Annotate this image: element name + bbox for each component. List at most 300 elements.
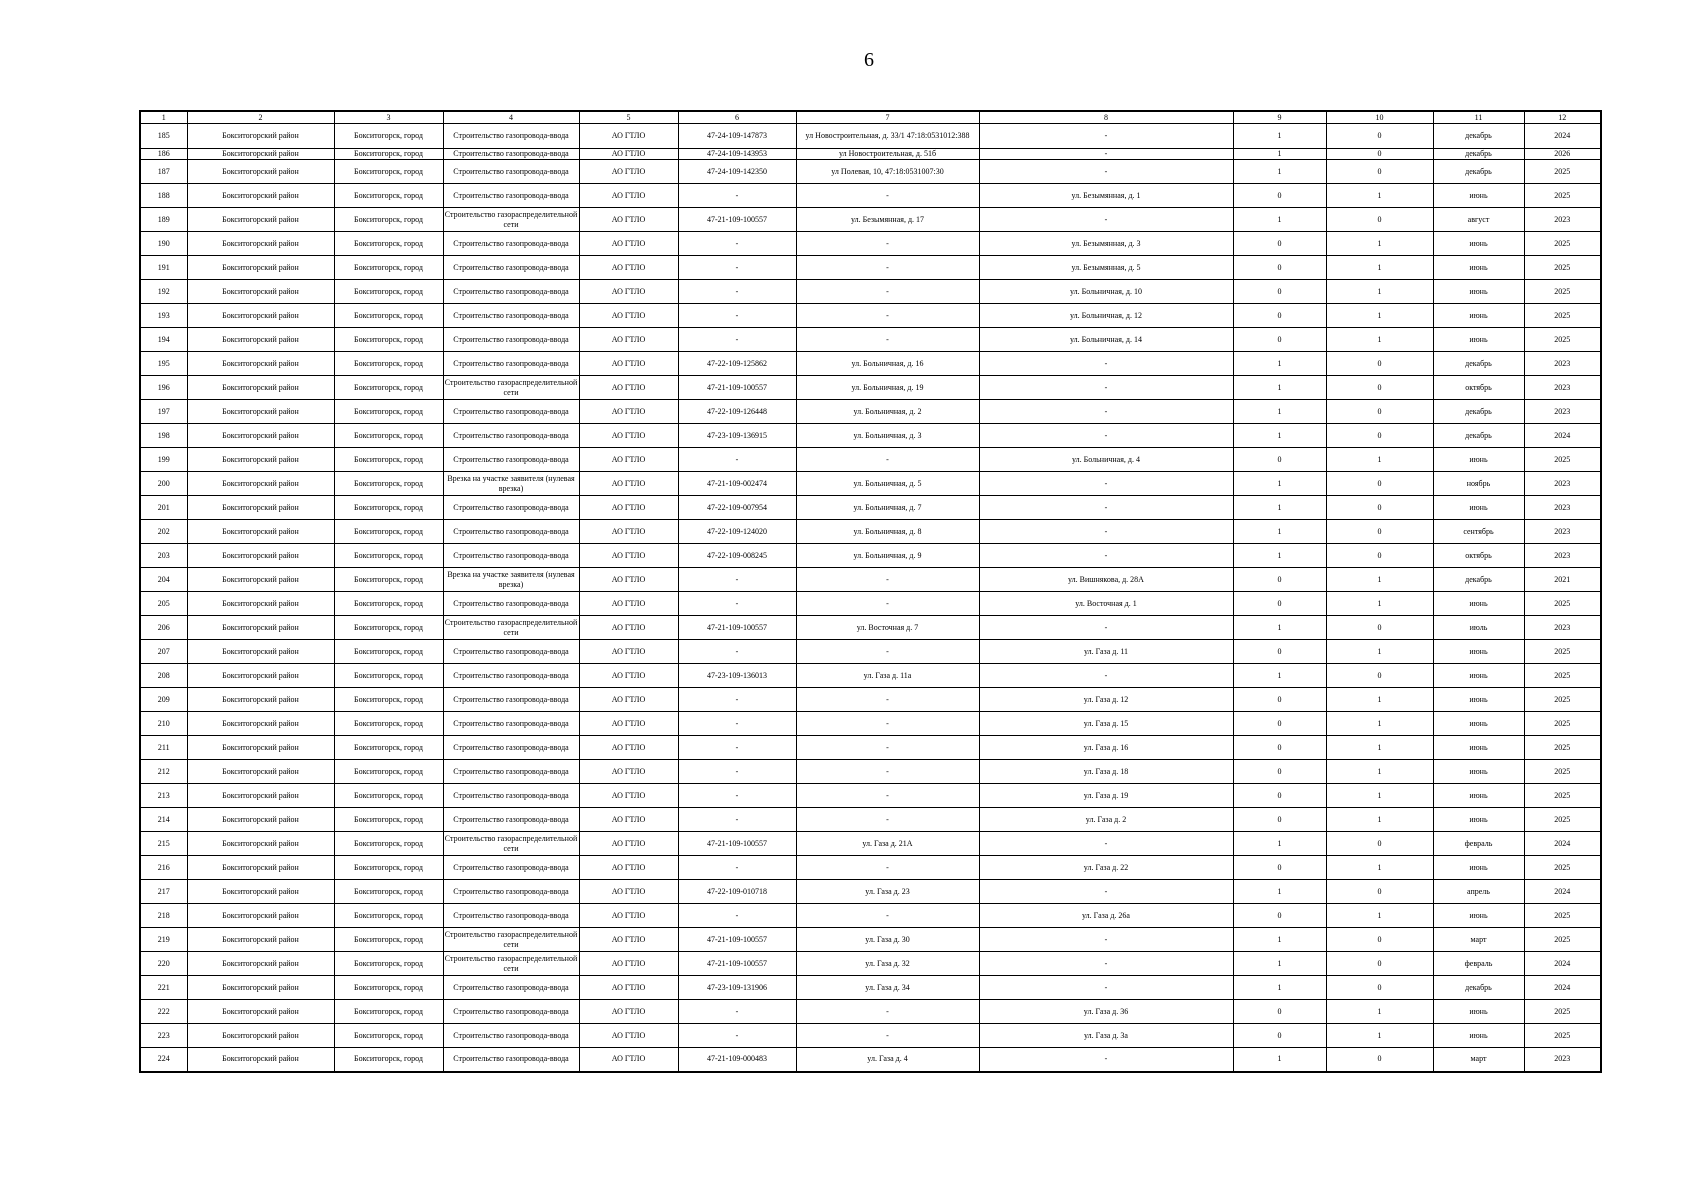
- cell-count-b: 1: [1326, 640, 1433, 664]
- cell-address-cadastral: ул. Газа д. 32: [796, 952, 979, 976]
- column-header: 1: [140, 111, 187, 124]
- table-body: [140, 124, 1601, 1072]
- cell-address-cadastral: ул. Больничная, д. 19: [796, 376, 979, 400]
- cell-month: декабрь: [1433, 352, 1524, 376]
- cell-address-cadastral: -: [796, 904, 979, 928]
- cell-district: Бокситогорский район: [187, 592, 334, 616]
- cell-application-number: 47-23-109-131906: [678, 976, 796, 1000]
- cell-application-number: 47-21-109-002474: [678, 472, 796, 496]
- column-header: 11: [1433, 111, 1524, 124]
- table-row: [140, 736, 1601, 760]
- cell-count-a: 0: [1233, 760, 1326, 784]
- cell-year: 2023: [1524, 472, 1601, 496]
- cell-work-type: Строительство газопровода-ввода: [443, 328, 579, 352]
- cell-row-number: 190: [140, 232, 187, 256]
- cell-application-number: 47-22-109-125862: [678, 352, 796, 376]
- cell-application-number: 47-24-109-143953: [678, 149, 796, 160]
- cell-work-type: Строительство газопровода-ввода: [443, 280, 579, 304]
- cell-count-a: 0: [1233, 712, 1326, 736]
- cell-address-planned: -: [979, 976, 1233, 1000]
- cell-year: 2025: [1524, 904, 1601, 928]
- cell-address-planned: ул. Безымянная, д. 1: [979, 184, 1233, 208]
- cell-settlement: Бокситогорск, город: [334, 760, 443, 784]
- cell-organization: АО ГТЛО: [579, 184, 678, 208]
- cell-organization: АО ГТЛО: [579, 760, 678, 784]
- column-header: 4: [443, 111, 579, 124]
- cell-settlement: Бокситогорск, город: [334, 976, 443, 1000]
- cell-application-number: -: [678, 304, 796, 328]
- cell-address-cadastral: ул. Больничная, д. 9: [796, 544, 979, 568]
- cell-year: 2025: [1524, 280, 1601, 304]
- cell-count-a: 1: [1233, 496, 1326, 520]
- cell-count-a: 0: [1233, 280, 1326, 304]
- cell-address-planned: ул. Газа д. 26а: [979, 904, 1233, 928]
- cell-work-type: Строительство газораспределительной сети: [443, 928, 579, 952]
- cell-work-type: Строительство газопровода-ввода: [443, 904, 579, 928]
- cell-address-cadastral: ул. Газа д. 30: [796, 928, 979, 952]
- cell-district: Бокситогорский район: [187, 904, 334, 928]
- cell-settlement: Бокситогорск, город: [334, 880, 443, 904]
- table-row: [140, 232, 1601, 256]
- cell-application-number: 47-21-109-100557: [678, 616, 796, 640]
- cell-work-type: Строительство газопровода-ввода: [443, 664, 579, 688]
- cell-settlement: Бокситогорск, город: [334, 712, 443, 736]
- table-row: [140, 184, 1601, 208]
- cell-month: декабрь: [1433, 976, 1524, 1000]
- cell-work-type: Строительство газопровода-ввода: [443, 124, 579, 149]
- cell-organization: АО ГТЛО: [579, 1000, 678, 1024]
- cell-district: Бокситогорский район: [187, 400, 334, 424]
- cell-year: 2025: [1524, 232, 1601, 256]
- cell-row-number: 211: [140, 736, 187, 760]
- cell-work-type: Строительство газопровода-ввода: [443, 520, 579, 544]
- cell-work-type: Строительство газораспределительной сети: [443, 832, 579, 856]
- cell-address-planned: -: [979, 520, 1233, 544]
- cell-application-number: 47-22-109-124020: [678, 520, 796, 544]
- cell-application-number: 47-21-109-100557: [678, 832, 796, 856]
- cell-address-planned: ул. Газа д. 16: [979, 736, 1233, 760]
- cell-month: сентябрь: [1433, 520, 1524, 544]
- cell-organization: АО ГТЛО: [579, 472, 678, 496]
- cell-row-number: 223: [140, 1024, 187, 1048]
- cell-settlement: Бокситогорск, город: [334, 400, 443, 424]
- cell-organization: АО ГТЛО: [579, 160, 678, 184]
- cell-settlement: Бокситогорск, город: [334, 1048, 443, 1072]
- cell-count-b: 0: [1326, 544, 1433, 568]
- cell-work-type: Строительство газопровода-ввода: [443, 712, 579, 736]
- cell-year: 2023: [1524, 520, 1601, 544]
- cell-row-number: 222: [140, 1000, 187, 1024]
- cell-organization: АО ГТЛО: [579, 376, 678, 400]
- cell-count-a: 1: [1233, 544, 1326, 568]
- cell-settlement: Бокситогорск, город: [334, 184, 443, 208]
- cell-organization: АО ГТЛО: [579, 664, 678, 688]
- cell-district: Бокситогорский район: [187, 328, 334, 352]
- cell-month: август: [1433, 208, 1524, 232]
- cell-organization: АО ГТЛО: [579, 976, 678, 1000]
- table-row: [140, 712, 1601, 736]
- cell-year: 2025: [1524, 640, 1601, 664]
- table-row: [140, 664, 1601, 688]
- cell-application-number: -: [678, 328, 796, 352]
- table-row: [140, 784, 1601, 808]
- cell-row-number: 216: [140, 856, 187, 880]
- cell-district: Бокситогорский район: [187, 149, 334, 160]
- cell-count-a: 0: [1233, 1024, 1326, 1048]
- cell-year: 2025: [1524, 160, 1601, 184]
- cell-year: 2024: [1524, 124, 1601, 149]
- cell-count-b: 0: [1326, 352, 1433, 376]
- cell-address-planned: ул. Газа д. 18: [979, 760, 1233, 784]
- cell-district: Бокситогорский район: [187, 928, 334, 952]
- cell-application-number: -: [678, 640, 796, 664]
- page-number: 6: [864, 49, 874, 71]
- cell-count-b: 1: [1326, 1024, 1433, 1048]
- cell-address-planned: ул. Вишнякова, д. 28А: [979, 568, 1233, 592]
- cell-address-planned: -: [979, 472, 1233, 496]
- cell-year: 2025: [1524, 1000, 1601, 1024]
- table-row: [140, 256, 1601, 280]
- cell-address-cadastral: -: [796, 784, 979, 808]
- cell-count-a: 1: [1233, 880, 1326, 904]
- cell-row-number: 188: [140, 184, 187, 208]
- cell-year: 2025: [1524, 808, 1601, 832]
- cell-count-a: 1: [1233, 472, 1326, 496]
- cell-district: Бокситогорский район: [187, 832, 334, 856]
- cell-count-b: 0: [1326, 149, 1433, 160]
- cell-address-planned: ул. Газа д. 2: [979, 808, 1233, 832]
- cell-count-a: 1: [1233, 160, 1326, 184]
- table-row: [140, 880, 1601, 904]
- cell-settlement: Бокситогорск, город: [334, 232, 443, 256]
- cell-district: Бокситогорский район: [187, 280, 334, 304]
- cell-address-cadastral: -: [796, 448, 979, 472]
- cell-district: Бокситогорский район: [187, 784, 334, 808]
- table-row: [140, 976, 1601, 1000]
- cell-count-b: 1: [1326, 280, 1433, 304]
- cell-month: июнь: [1433, 640, 1524, 664]
- cell-address-cadastral: -: [796, 1000, 979, 1024]
- cell-district: Бокситогорский район: [187, 640, 334, 664]
- cell-address-cadastral: ул. Больничная, д. 3: [796, 424, 979, 448]
- cell-organization: АО ГТЛО: [579, 149, 678, 160]
- table-row: [140, 304, 1601, 328]
- cell-address-planned: -: [979, 832, 1233, 856]
- cell-year: 2023: [1524, 544, 1601, 568]
- cell-month: июнь: [1433, 856, 1524, 880]
- cell-district: Бокситогорский район: [187, 256, 334, 280]
- cell-work-type: Строительство газопровода-ввода: [443, 496, 579, 520]
- cell-district: Бокситогорский район: [187, 712, 334, 736]
- cell-row-number: 204: [140, 568, 187, 592]
- cell-organization: АО ГТЛО: [579, 736, 678, 760]
- cell-year: 2024: [1524, 424, 1601, 448]
- cell-organization: АО ГТЛО: [579, 304, 678, 328]
- cell-work-type: Врезка на участке заявителя (нулевая врезка): [443, 568, 579, 592]
- cell-application-number: -: [678, 808, 796, 832]
- cell-settlement: Бокситогорск, город: [334, 856, 443, 880]
- cell-organization: АО ГТЛО: [579, 592, 678, 616]
- cell-address-cadastral: -: [796, 280, 979, 304]
- cell-work-type: Строительство газопровода-ввода: [443, 688, 579, 712]
- table-header-row: [140, 111, 1601, 124]
- cell-count-a: 1: [1233, 424, 1326, 448]
- table-row: [140, 808, 1601, 832]
- cell-count-a: 0: [1233, 904, 1326, 928]
- cell-count-b: 0: [1326, 496, 1433, 520]
- cell-year: 2026: [1524, 149, 1601, 160]
- cell-year: 2023: [1524, 352, 1601, 376]
- cell-organization: АО ГТЛО: [579, 856, 678, 880]
- cell-district: Бокситогорский район: [187, 124, 334, 149]
- table-row: [140, 424, 1601, 448]
- cell-address-planned: ул. Безымянная, д. 3: [979, 232, 1233, 256]
- cell-address-cadastral: -: [796, 304, 979, 328]
- cell-organization: АО ГТЛО: [579, 1048, 678, 1072]
- cell-count-a: 1: [1233, 376, 1326, 400]
- cell-address-planned: ул. Газа д. 22: [979, 856, 1233, 880]
- table-row: [140, 160, 1601, 184]
- cell-row-number: 192: [140, 280, 187, 304]
- cell-count-b: 1: [1326, 808, 1433, 832]
- cell-district: Бокситогорский район: [187, 472, 334, 496]
- cell-application-number: 47-22-109-010718: [678, 880, 796, 904]
- cell-settlement: Бокситогорск, город: [334, 376, 443, 400]
- cell-application-number: -: [678, 568, 796, 592]
- cell-count-a: 1: [1233, 352, 1326, 376]
- cell-row-number: 191: [140, 256, 187, 280]
- cell-address-cadastral: ул. Безымянная, д. 17: [796, 208, 979, 232]
- cell-address-cadastral: ул. Газа д. 34: [796, 976, 979, 1000]
- cell-work-type: Строительство газопровода-ввода: [443, 232, 579, 256]
- cell-organization: АО ГТЛО: [579, 280, 678, 304]
- cell-year: 2025: [1524, 592, 1601, 616]
- cell-row-number: 205: [140, 592, 187, 616]
- cell-row-number: 186: [140, 149, 187, 160]
- cell-work-type: Строительство газопровода-ввода: [443, 184, 579, 208]
- cell-settlement: Бокситогорск, город: [334, 928, 443, 952]
- cell-count-b: 0: [1326, 424, 1433, 448]
- cell-settlement: Бокситогорск, город: [334, 784, 443, 808]
- cell-settlement: Бокситогорск, город: [334, 808, 443, 832]
- cell-address-cadastral: -: [796, 232, 979, 256]
- cell-address-cadastral: ул. Газа д. 21А: [796, 832, 979, 856]
- cell-application-number: -: [678, 856, 796, 880]
- cell-address-planned: -: [979, 376, 1233, 400]
- cell-month: октябрь: [1433, 376, 1524, 400]
- cell-district: Бокситогорский район: [187, 496, 334, 520]
- cell-month: декабрь: [1433, 424, 1524, 448]
- cell-month: июль: [1433, 616, 1524, 640]
- cell-work-type: Строительство газопровода-ввода: [443, 1000, 579, 1024]
- cell-address-cadastral: -: [796, 712, 979, 736]
- table-row: [140, 568, 1601, 592]
- cell-row-number: 201: [140, 496, 187, 520]
- cell-address-cadastral: ул. Больничная, д. 5: [796, 472, 979, 496]
- cell-settlement: Бокситогорск, город: [334, 280, 443, 304]
- cell-count-a: 0: [1233, 328, 1326, 352]
- cell-address-planned: -: [979, 124, 1233, 149]
- cell-row-number: 210: [140, 712, 187, 736]
- cell-address-cadastral: ул. Больничная, д. 16: [796, 352, 979, 376]
- cell-organization: АО ГТЛО: [579, 520, 678, 544]
- column-header: 7: [796, 111, 979, 124]
- cell-count-a: 0: [1233, 808, 1326, 832]
- cell-district: Бокситогорский район: [187, 160, 334, 184]
- cell-application-number: -: [678, 592, 796, 616]
- cell-application-number: 47-22-109-126448: [678, 400, 796, 424]
- cell-count-b: 1: [1326, 328, 1433, 352]
- cell-district: Бокситогорский район: [187, 688, 334, 712]
- cell-count-b: 1: [1326, 568, 1433, 592]
- table-row: [140, 1000, 1601, 1024]
- cell-district: Бокситогорский район: [187, 616, 334, 640]
- cell-year: 2025: [1524, 784, 1601, 808]
- cell-settlement: Бокситогорск, город: [334, 256, 443, 280]
- cell-address-planned: ул. Газа д. 15: [979, 712, 1233, 736]
- cell-month: июнь: [1433, 280, 1524, 304]
- cell-address-cadastral: -: [796, 568, 979, 592]
- cell-row-number: 206: [140, 616, 187, 640]
- cell-district: Бокситогорский район: [187, 376, 334, 400]
- cell-year: 2025: [1524, 448, 1601, 472]
- cell-settlement: Бокситогорск, город: [334, 592, 443, 616]
- cell-row-number: 200: [140, 472, 187, 496]
- cell-address-planned: ул. Больничная, д. 12: [979, 304, 1233, 328]
- cell-year: 2023: [1524, 616, 1601, 640]
- cell-address-cadastral: -: [796, 328, 979, 352]
- cell-application-number: 47-21-109-100557: [678, 952, 796, 976]
- cell-address-planned: -: [979, 664, 1233, 688]
- cell-count-a: 1: [1233, 928, 1326, 952]
- cell-district: Бокситогорский район: [187, 952, 334, 976]
- cell-district: Бокситогорский район: [187, 184, 334, 208]
- cell-district: Бокситогорский район: [187, 448, 334, 472]
- table-row: [140, 1048, 1601, 1072]
- cell-work-type: Строительство газопровода-ввода: [443, 544, 579, 568]
- cell-address-cadastral: ул Новостроительная, д. 51б: [796, 149, 979, 160]
- column-header: 8: [979, 111, 1233, 124]
- cell-organization: АО ГТЛО: [579, 208, 678, 232]
- cell-application-number: -: [678, 1024, 796, 1048]
- cell-month: июнь: [1433, 760, 1524, 784]
- table-row: [140, 1024, 1601, 1048]
- table-row: [140, 856, 1601, 880]
- cell-address-cadastral: ул. Восточная д. 7: [796, 616, 979, 640]
- cell-year: 2025: [1524, 664, 1601, 688]
- cell-month: ноябрь: [1433, 472, 1524, 496]
- cell-work-type: Строительство газопровода-ввода: [443, 304, 579, 328]
- cell-application-number: 47-21-109-000483: [678, 1048, 796, 1072]
- cell-count-a: 0: [1233, 448, 1326, 472]
- cell-application-number: -: [678, 256, 796, 280]
- cell-year: 2023: [1524, 208, 1601, 232]
- cell-work-type: Строительство газопровода-ввода: [443, 856, 579, 880]
- cell-count-b: 0: [1326, 124, 1433, 149]
- table-row: [140, 149, 1601, 160]
- cell-count-a: 0: [1233, 784, 1326, 808]
- cell-count-a: 1: [1233, 400, 1326, 424]
- cell-address-cadastral: -: [796, 688, 979, 712]
- cell-organization: АО ГТЛО: [579, 256, 678, 280]
- cell-address-cadastral: -: [796, 1024, 979, 1048]
- cell-address-cadastral: -: [796, 736, 979, 760]
- cell-address-planned: -: [979, 160, 1233, 184]
- cell-district: Бокситогорский район: [187, 1000, 334, 1024]
- cell-month: июнь: [1433, 784, 1524, 808]
- cell-work-type: Строительство газопровода-ввода: [443, 760, 579, 784]
- cell-row-number: 219: [140, 928, 187, 952]
- cell-month: июнь: [1433, 808, 1524, 832]
- cell-address-planned: -: [979, 149, 1233, 160]
- cell-month: октябрь: [1433, 544, 1524, 568]
- cell-count-b: 1: [1326, 904, 1433, 928]
- cell-address-planned: -: [979, 616, 1233, 640]
- cell-settlement: Бокситогорск, город: [334, 952, 443, 976]
- table-row: [140, 592, 1601, 616]
- cell-address-planned: ул. Больничная, д. 14: [979, 328, 1233, 352]
- cell-row-number: 215: [140, 832, 187, 856]
- column-header: 12: [1524, 111, 1601, 124]
- cell-settlement: Бокситогорск, город: [334, 544, 443, 568]
- cell-address-planned: -: [979, 952, 1233, 976]
- cell-year: 2023: [1524, 400, 1601, 424]
- cell-work-type: Строительство газопровода-ввода: [443, 592, 579, 616]
- table-row: [140, 544, 1601, 568]
- cell-address-planned: ул. Больничная, д. 4: [979, 448, 1233, 472]
- cell-settlement: Бокситогорск, город: [334, 904, 443, 928]
- cell-count-b: 0: [1326, 520, 1433, 544]
- cell-address-planned: -: [979, 496, 1233, 520]
- cell-organization: АО ГТЛО: [579, 124, 678, 149]
- cell-district: Бокситогорский район: [187, 736, 334, 760]
- cell-organization: АО ГТЛО: [579, 880, 678, 904]
- cell-month: апрель: [1433, 880, 1524, 904]
- table-row: [140, 760, 1601, 784]
- cell-application-number: 47-24-109-147873: [678, 124, 796, 149]
- cell-address-planned: ул. Безымянная, д. 5: [979, 256, 1233, 280]
- cell-address-planned: ул. Газа д. 11: [979, 640, 1233, 664]
- table-row: [140, 448, 1601, 472]
- cell-work-type: Строительство газопровода-ввода: [443, 640, 579, 664]
- cell-organization: АО ГТЛО: [579, 496, 678, 520]
- cell-district: Бокситогорский район: [187, 352, 334, 376]
- cell-organization: АО ГТЛО: [579, 1024, 678, 1048]
- column-header: 10: [1326, 111, 1433, 124]
- column-header: 6: [678, 111, 796, 124]
- cell-district: Бокситогорский район: [187, 208, 334, 232]
- cell-row-number: 218: [140, 904, 187, 928]
- cell-month: июнь: [1433, 904, 1524, 928]
- cell-month: март: [1433, 1048, 1524, 1072]
- cell-count-b: 0: [1326, 664, 1433, 688]
- cell-address-planned: -: [979, 400, 1233, 424]
- cell-address-planned: ул. Газа д. 3а: [979, 1024, 1233, 1048]
- cell-month: февраль: [1433, 952, 1524, 976]
- cell-application-number: 47-22-109-007954: [678, 496, 796, 520]
- cell-count-b: 0: [1326, 976, 1433, 1000]
- cell-row-number: 217: [140, 880, 187, 904]
- cell-address-cadastral: -: [796, 592, 979, 616]
- cell-row-number: 202: [140, 520, 187, 544]
- cell-settlement: Бокситогорск, город: [334, 304, 443, 328]
- cell-month: июнь: [1433, 232, 1524, 256]
- cell-year: 2025: [1524, 688, 1601, 712]
- cell-year: 2024: [1524, 952, 1601, 976]
- cell-count-a: 1: [1233, 124, 1326, 149]
- cell-row-number: 194: [140, 328, 187, 352]
- cell-work-type: Строительство газораспределительной сети: [443, 376, 579, 400]
